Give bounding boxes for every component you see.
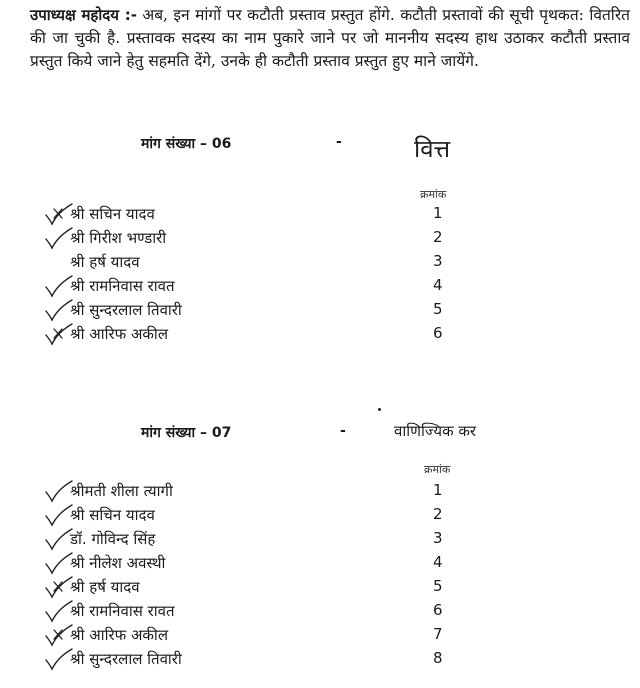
demand-07-label: मांग संख्या – 07 <box>141 425 232 441</box>
demand-07-department: वाणिज्यिक कर <box>394 422 477 440</box>
member-name: श्रीमती शीला त्यागी <box>70 482 173 500</box>
member-name: श्री आरिफ अकील <box>70 325 168 343</box>
member-name: श्री आरिफ अकील <box>70 626 168 644</box>
member-row <box>0 505 640 529</box>
member-row <box>0 252 640 276</box>
member-name: श्री गिरीश भण्डारी <box>70 229 167 247</box>
member-name: श्री सुन्दरलाल तिवारी <box>70 650 182 668</box>
speech-text: अब, इन मांगों पर कटौती प्रस्ताव प्रस्तुत होंगे. कटौती प्रस्तावों की सूची पृथकत: वितरित की जा चुकी है. प्रस्तावक सदस्य का नाम पुकारे जाने पर जो माननीय सदस्य हाथ उठाकर कटौती प्रस्ताव प्रस्तुत किये जाने हेतु सहमति देंगे, उनके ही कटौती प्रस्ताव प्रस्तुत हुए माने जायेंगे. <box>30 6 630 70</box>
member-row <box>0 601 640 625</box>
stray-dot <box>378 408 381 411</box>
member-row <box>0 529 640 553</box>
member-row <box>0 553 640 577</box>
member-name: श्री हर्ष यादव <box>70 253 140 271</box>
member-serial: 8 <box>433 649 443 667</box>
member-serial: 3 <box>433 529 443 547</box>
member-row <box>0 228 640 252</box>
member-name: श्री रामनिवास रावत <box>70 277 175 295</box>
member-row <box>0 300 640 324</box>
member-serial: 3 <box>433 252 443 270</box>
member-row <box>0 204 640 228</box>
member-row <box>0 625 640 649</box>
member-serial: 2 <box>433 228 443 246</box>
member-name: श्री नीलेश अवस्थी <box>70 554 166 572</box>
member-serial: 4 <box>433 276 443 294</box>
member-serial: 5 <box>433 300 443 318</box>
member-name: श्री रामनिवास रावत <box>70 602 175 620</box>
speaker-label: उपाध्यक्ष महोदय :- <box>30 6 137 24</box>
member-name: श्री हर्ष यादव <box>70 578 140 596</box>
member-serial: 6 <box>433 601 443 619</box>
demand-07-dash: - <box>340 423 346 439</box>
member-serial: 2 <box>433 505 443 523</box>
demand-06-dash: - <box>336 134 342 150</box>
member-name: डॉ. गोविन्द सिंह <box>70 530 156 548</box>
member-serial: 1 <box>433 481 443 499</box>
demand-06-department: वित्त <box>414 135 451 163</box>
demand-06-kramank-header: क्रमांक <box>420 188 447 201</box>
member-name: श्री सचिन यादव <box>70 205 155 223</box>
member-serial: 1 <box>433 204 443 222</box>
member-name: श्री सचिन यादव <box>70 506 155 524</box>
member-row <box>0 324 640 348</box>
speech-paragraph <box>30 4 630 73</box>
demand-06-label: मांग संख्या – 06 <box>141 136 232 152</box>
member-row <box>0 649 640 673</box>
member-serial: 7 <box>433 625 443 643</box>
member-name: श्री सुन्दरलाल तिवारी <box>70 301 182 319</box>
member-serial: 6 <box>433 324 443 342</box>
member-row <box>0 276 640 300</box>
member-row <box>0 481 640 505</box>
demand-07-kramank-header: क्रमांक <box>424 463 451 476</box>
member-row <box>0 577 640 601</box>
member-serial: 5 <box>433 577 443 595</box>
member-serial: 4 <box>433 553 443 571</box>
